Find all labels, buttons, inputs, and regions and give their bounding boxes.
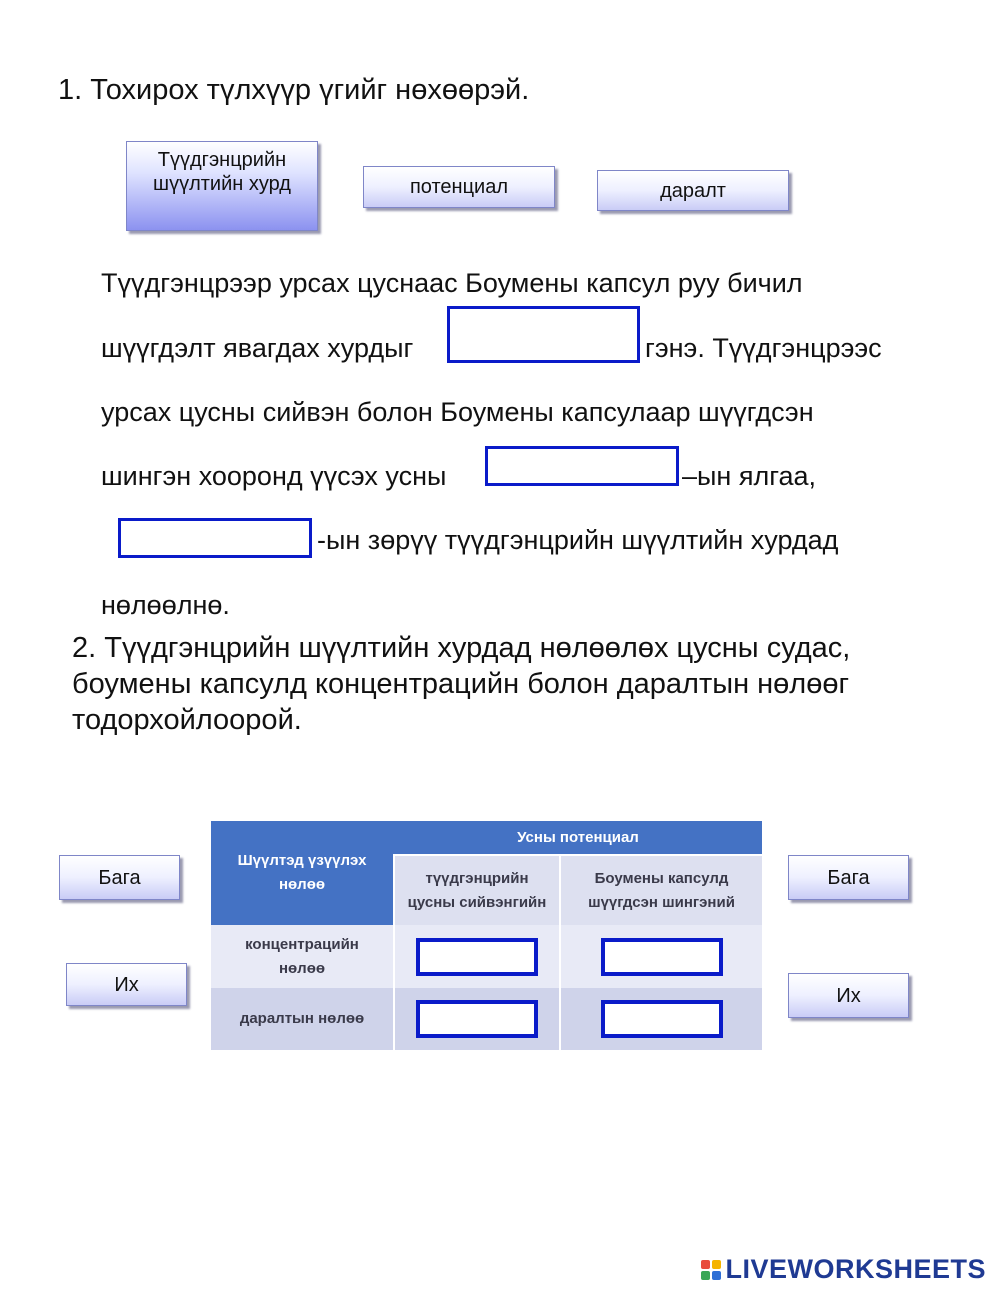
- paragraph-line-2-end: гэнэ. Түүдгэнцрээс: [645, 333, 882, 363]
- paragraph-line-1: Түүдгэнцрээр урсах цуснаас Боумены капсул руу бичил: [101, 268, 803, 298]
- chip-right-small-label: Бага: [827, 866, 870, 889]
- chip-left-small[interactable]: [59, 855, 180, 900]
- table-col2-line1: Боумены капсулд: [594, 869, 729, 887]
- chip-right-small[interactable]: [788, 855, 909, 900]
- answer-blank-2[interactable]: [485, 446, 679, 486]
- answer-blank-3[interactable]: [118, 518, 312, 558]
- word-chip-pressure-label: даралт: [660, 179, 726, 202]
- answer-box-r2c1[interactable]: [416, 1000, 538, 1038]
- table-row1-header: [211, 925, 394, 988]
- chip-right-large[interactable]: [788, 973, 909, 1018]
- paragraph-line-3: урсах цусны сийвэн болон Боумены капсулаар шүүгдсэн: [101, 397, 814, 427]
- table-corner-line1: Шүүлтэд үзүүлэх: [237, 852, 367, 869]
- table-col1-line1: түүдгэнцрийн: [425, 869, 529, 887]
- table-cell-r1c1: [394, 925, 560, 988]
- table-col2-header: [560, 855, 762, 925]
- liveworksheets-mark-icon: [701, 1260, 721, 1280]
- answer-box-r1c1[interactable]: [416, 938, 538, 976]
- table-corner-header: [211, 821, 394, 925]
- filtration-table: [211, 821, 762, 1050]
- table-col2-line2: шүүгдсэн шингэний: [588, 893, 735, 911]
- question-1-title: 1. Тохирох түлхүүр үгийг нөхөөрэй.: [58, 74, 530, 106]
- paragraph-line-4-end: –ын ялгаа,: [682, 461, 816, 491]
- paragraph-line-2-start: шүүгдэлт явагдах хурдыг: [101, 333, 414, 363]
- paragraph-line-5: -ын зөрүү түүдгэнцрийн шүүлтийн хурдад: [317, 525, 839, 555]
- chip-left-large-label: Их: [114, 973, 139, 996]
- liveworksheets-logo: [701, 1254, 986, 1285]
- answer-box-r1c2[interactable]: [601, 938, 723, 976]
- table-group-header: Усны потенциал: [394, 821, 762, 855]
- chip-left-large[interactable]: [66, 963, 187, 1006]
- chip-left-small-label: Бага: [98, 866, 141, 889]
- word-chip-potential-label: потенциал: [409, 176, 509, 198]
- liveworksheets-logo-text: LIVEWORKSHEETS: [725, 1254, 986, 1284]
- paragraph-line-6: нөлөөлнө.: [101, 590, 230, 620]
- word-chip-potential[interactable]: [363, 166, 555, 208]
- table-col1-line2: цусны сийвэнгийн: [407, 893, 547, 911]
- word-chip-filtration-rate-line1: Түүдгэнцрийн: [157, 149, 287, 171]
- table-corner-line2: нөлөө: [278, 876, 326, 893]
- table-row2-header: даралтын нөлөө: [211, 988, 394, 1050]
- paragraph-line-4-start: шингэн хооронд үүсэх усны: [101, 461, 447, 491]
- table-col1-header: [394, 855, 560, 925]
- table-cell-r1c2: [560, 925, 762, 988]
- answer-blank-1[interactable]: [447, 306, 640, 363]
- answer-box-r2c2[interactable]: [601, 1000, 723, 1038]
- word-chip-filtration-rate-line2: шүүлтийн хурд: [153, 173, 291, 195]
- table-row1-line2: нөлөө: [278, 959, 326, 977]
- question-2-title: 2. Түүдгэнцрийн шүүлтийн хурдад нөлөөлөх цусны судас, боумены капсулд концентрацийн болон даралтын нөлөөг тодорхойлоорой.: [72, 632, 851, 736]
- chip-right-large-label: Их: [836, 984, 861, 1007]
- table-cell-r2c1: [394, 988, 560, 1050]
- word-chip-filtration-rate[interactable]: [126, 141, 318, 231]
- table-row1-line1: концентрацийн: [245, 935, 359, 953]
- table-cell-r2c2: [560, 988, 762, 1050]
- word-chip-pressure[interactable]: [597, 170, 789, 211]
